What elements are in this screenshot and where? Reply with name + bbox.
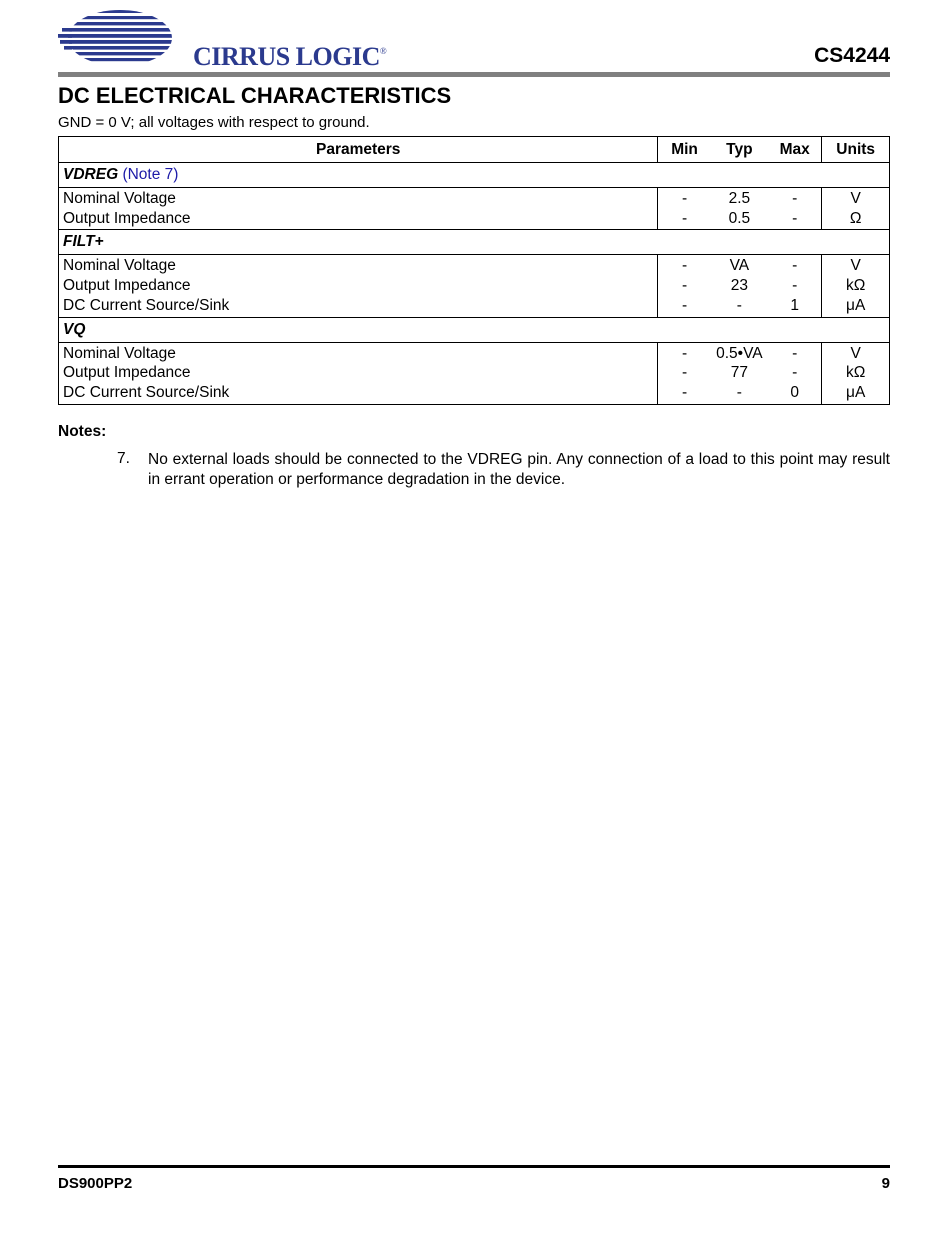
note-number: 7. xyxy=(117,450,130,467)
param-name: Output Impedance xyxy=(63,364,191,382)
max-value: - xyxy=(792,344,798,362)
param-name: Output Impedance xyxy=(63,277,191,295)
min-value: - xyxy=(658,342,711,363)
page-number: 9 xyxy=(881,1175,890,1192)
notes-title: Notes: xyxy=(58,423,107,440)
group-label xyxy=(59,163,890,188)
typ-value: - xyxy=(736,296,742,314)
note-text: No external loads should be connected to the VDREG pin. Any connection of a load to this point may result in errant operation or performance degradation in the device. xyxy=(148,451,890,488)
typ-value: 0.5•VA xyxy=(716,344,763,362)
table-row xyxy=(59,209,890,230)
section-subtitle: GND = 0 V; all voltages with respect to ground. xyxy=(58,114,370,131)
column-header-max: Max xyxy=(768,137,822,163)
footer-divider xyxy=(58,1165,890,1168)
param-name: Output Impedance xyxy=(63,209,191,227)
min-value: - xyxy=(658,383,711,404)
table-row xyxy=(59,363,890,383)
column-header-min: Min xyxy=(658,137,711,163)
typ-value: 77 xyxy=(730,364,748,382)
min-value: - xyxy=(658,296,711,317)
typ-value: - xyxy=(736,383,742,401)
table-row xyxy=(59,255,890,276)
table-row xyxy=(59,342,890,363)
max-value: 0 xyxy=(790,383,800,401)
max-value: - xyxy=(792,364,798,382)
group-label xyxy=(59,317,890,342)
units-value: kΩ xyxy=(822,363,890,383)
table-header-row xyxy=(59,137,890,163)
units-value: V xyxy=(822,255,890,276)
typ-value: 23 xyxy=(730,277,748,295)
document-id: DS900PP2 xyxy=(58,1175,133,1192)
units-value: V xyxy=(822,188,890,209)
table-row xyxy=(59,296,890,317)
max-value: - xyxy=(792,190,798,207)
param-name: Nominal Voltage xyxy=(63,344,176,362)
group-row-vq xyxy=(59,317,890,342)
table-row xyxy=(59,383,890,404)
max-value: 1 xyxy=(790,296,800,314)
dc-characteristics-table xyxy=(58,136,890,405)
param-name: Nominal Voltage xyxy=(63,257,176,275)
section-title: DC ELECTRICAL CHARACTERISTICS xyxy=(58,83,452,108)
table-row xyxy=(59,188,890,209)
group-name: VQ xyxy=(63,320,86,338)
units-value: V xyxy=(822,342,890,363)
param-name: Nominal Voltage xyxy=(63,190,176,207)
typ-value: VA xyxy=(729,257,750,275)
column-header-parameters: Parameters xyxy=(59,137,658,163)
param-name: DC Current Source/Sink xyxy=(63,296,230,314)
group-name: VDREG xyxy=(63,166,119,183)
min-value: - xyxy=(658,363,711,383)
part-number: CS4244 xyxy=(814,44,890,67)
max-value: - xyxy=(792,257,798,275)
logo-wordmark: CIRRUS LOGIC® xyxy=(193,42,387,71)
cirrus-logic-logo xyxy=(58,6,387,71)
min-value: - xyxy=(658,209,711,230)
units-value: μA xyxy=(822,383,890,404)
min-value: - xyxy=(658,188,711,209)
param-name: DC Current Source/Sink xyxy=(63,383,230,401)
max-value: - xyxy=(792,277,798,295)
column-header-units: Units xyxy=(822,137,890,163)
group-name: FILT+ xyxy=(63,233,104,251)
table-row xyxy=(59,276,890,296)
units-value: kΩ xyxy=(822,276,890,296)
max-value: - xyxy=(792,209,798,227)
group-label xyxy=(59,230,890,255)
units-value: Ω xyxy=(822,209,890,230)
min-value: - xyxy=(658,255,711,276)
typ-value: 0.5 xyxy=(728,209,751,227)
units-value: μA xyxy=(822,296,890,317)
group-row-filt xyxy=(59,230,890,255)
note-reference-link[interactable]: (Note 7) xyxy=(122,166,179,183)
typ-value: 2.5 xyxy=(728,190,751,207)
header-divider xyxy=(58,72,890,77)
column-header-typ: Typ xyxy=(711,137,768,163)
min-value: - xyxy=(658,276,711,296)
group-row-vdreg xyxy=(59,163,890,188)
